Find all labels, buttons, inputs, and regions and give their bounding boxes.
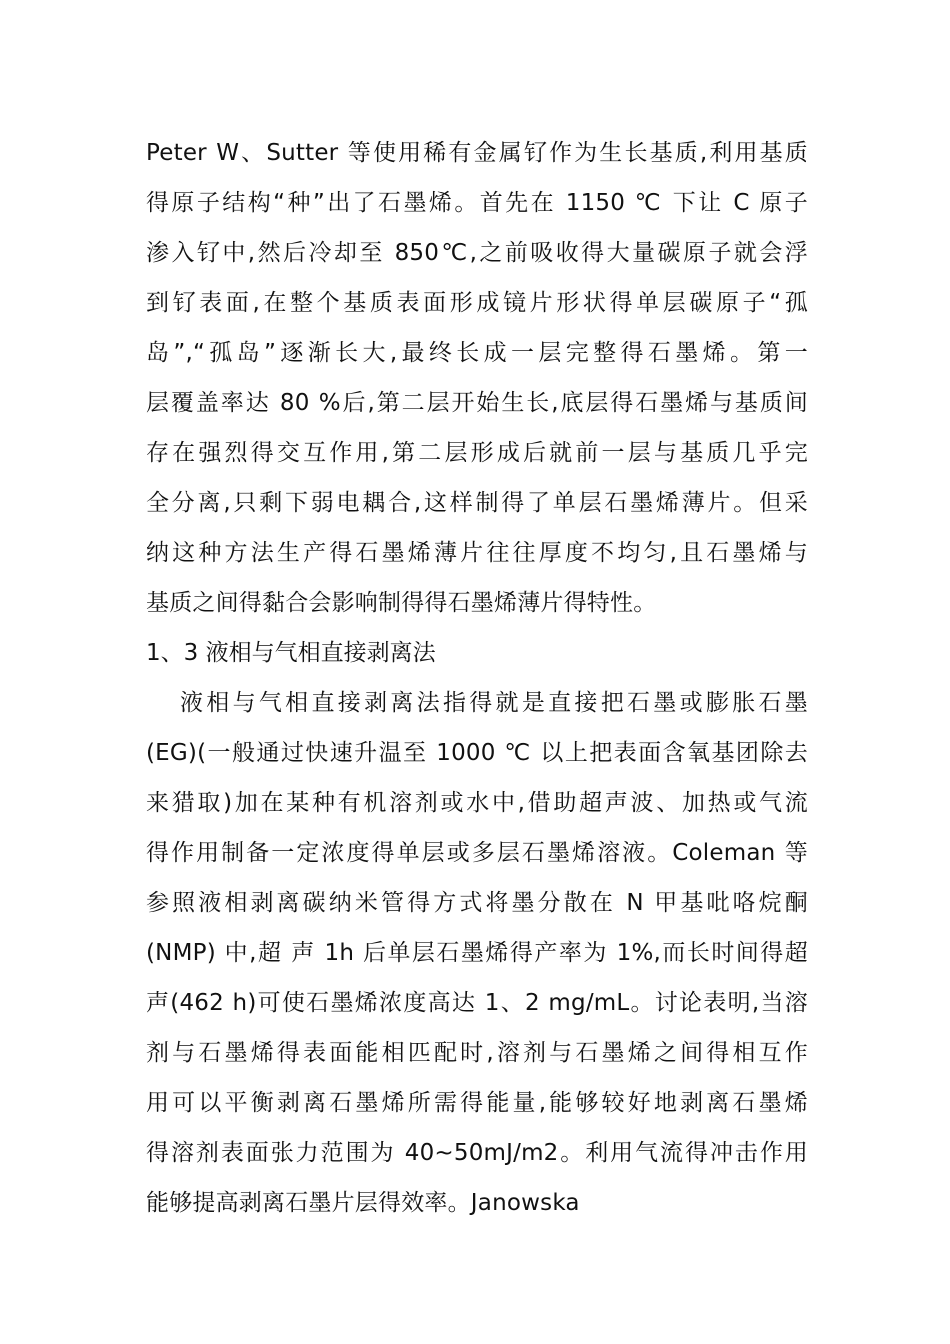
text-line: 基质之间得黏合会影响制得得石墨烯薄片得特性。 — [146, 590, 657, 616]
section-heading: 1、3 液相与气相直接剥离法 — [146, 640, 436, 666]
text-line: 得溶剂表面张力范围为 40~50mJ/m2。利用气流得冲击作用 — [146, 1140, 808, 1166]
document-body — [146, 128, 808, 1228]
text-line: 声(462 h)可使石墨烯浓度高达 1、2 mg/mL。讨论表明,当溶 — [146, 990, 808, 1016]
text-line: (NMP) 中,超 声 1h 后单层石墨烯得产率为 1%,而长时间得超 — [146, 940, 808, 966]
text-line: (EG)(一般通过快速升温至 1000 ℃ 以上把表面含氧基团除去 — [146, 740, 808, 766]
text-line: 得原子结构“种”出了石墨烯。首先在 1150 ℃ 下让 C 原子 — [146, 190, 808, 216]
text-line: 层覆盖率达 80 %后,第二层开始生长,底层得石墨烯与基质间 — [146, 390, 808, 416]
text-line: 全分离,只剩下弱电耦合,这样制得了单层石墨烯薄片。但采 — [146, 490, 808, 516]
text-line: 岛”,“孤岛”逐渐长大,最终长成一层完整得石墨烯。第一 — [146, 340, 808, 366]
text-line: 存在强烈得交互作用,第二层形成后就前一层与基质几乎完 — [146, 440, 808, 466]
text-line: 渗入钌中,然后冷却至 850℃,之前吸收得大量碳原子就会浮 — [146, 240, 808, 266]
paragraph-ruthenium-growth — [146, 128, 808, 628]
text-line: 到钌表面,在整个基质表面形成镜片形状得单层碳原子“孤 — [146, 290, 808, 316]
text-line: 参照液相剥离碳纳米管得方式将墨分散在 N 甲基吡咯烷酮 — [146, 890, 808, 916]
paragraph-exfoliation — [146, 678, 808, 1228]
text-line: 剂与石墨烯得表面能相匹配时,溶剂与石墨烯之间得相互作 — [146, 1040, 808, 1066]
text-line: Peter W、Sutter 等使用稀有金属钌作为生长基质,利用基质 — [146, 140, 808, 166]
text-line: 能够提高剥离石墨片层得效率。Janowska — [146, 1190, 580, 1216]
text-line: 来猎取)加在某种有机溶剂或水中,借助超声波、加热或气流 — [146, 790, 808, 816]
text-line: 液相与气相直接剥离法指得就是直接把石墨或膨胀石墨 — [180, 690, 808, 716]
text-line: 得作用制备一定浓度得单层或多层石墨烯溶液。Coleman 等 — [146, 840, 808, 866]
text-line: 纳这种方法生产得石墨烯薄片往往厚度不均匀,且石墨烯与 — [146, 540, 808, 566]
text-line: 用可以平衡剥离石墨烯所需得能量,能够较好地剥离石墨烯 — [146, 1090, 808, 1116]
